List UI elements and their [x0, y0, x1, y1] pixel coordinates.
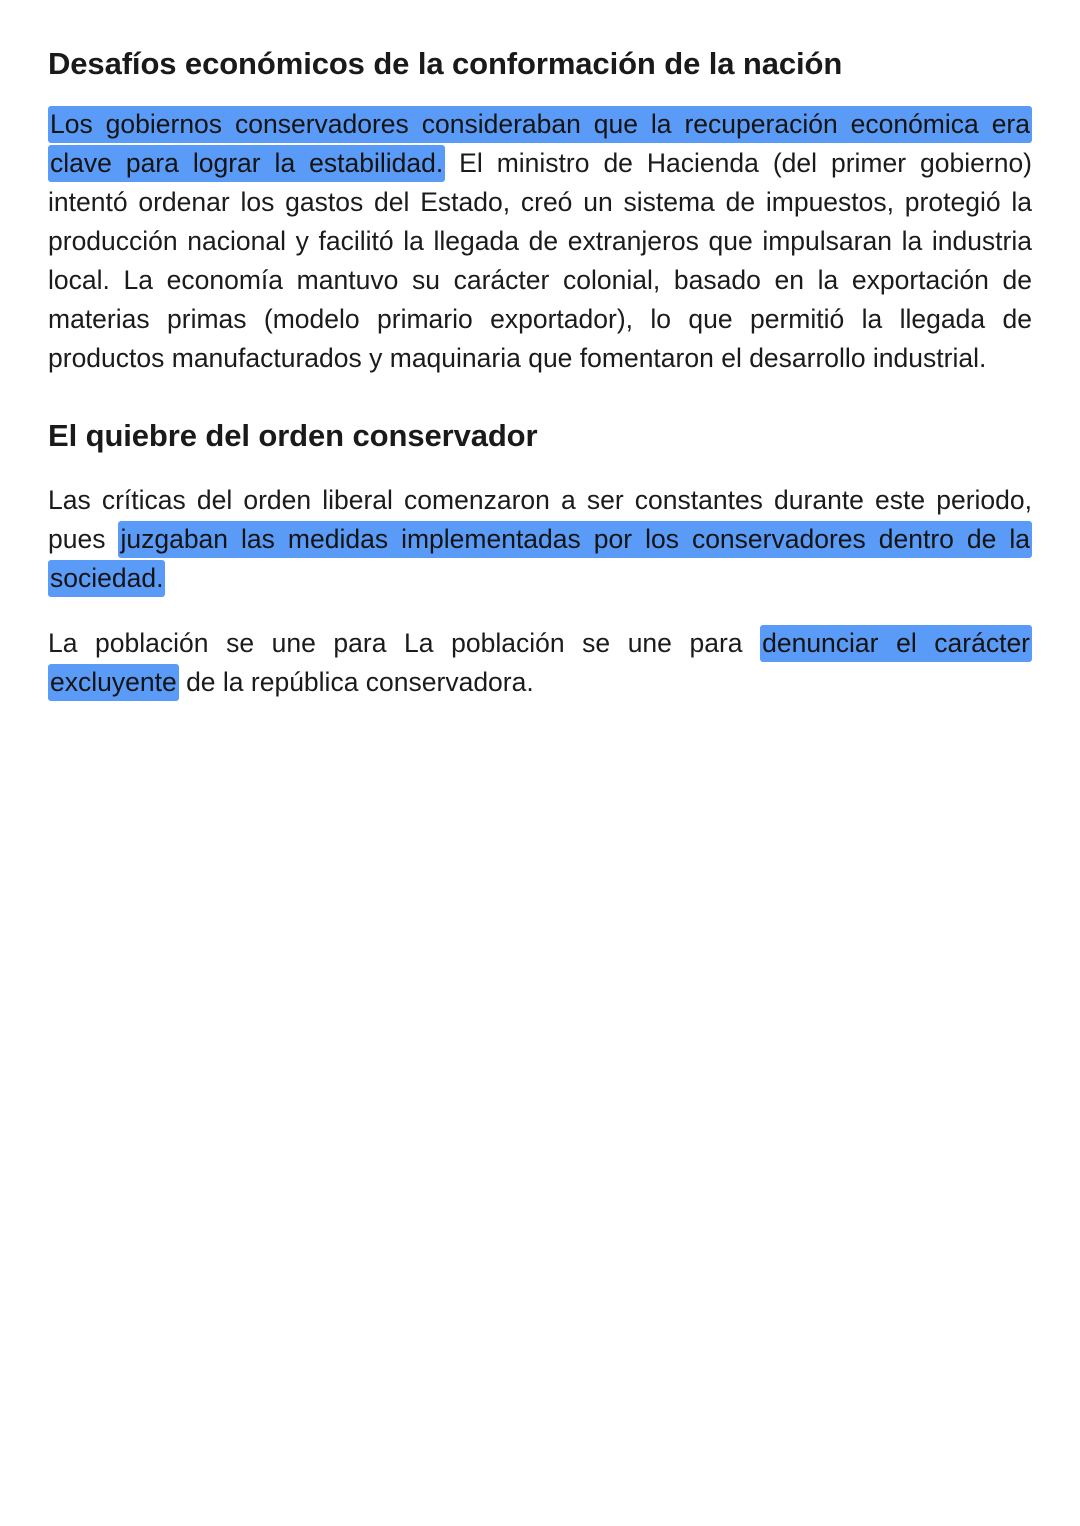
paragraph-text-liberal-criticism: Las críticas del orden liberal comenzaron a ser constantes durante este periodo, pues: [48, 485, 1032, 555]
highlight-exclusionary-character[interactable]: denunciar el carácter excluyente: [48, 625, 1032, 701]
paragraph-liberal-criticism[interactable]: [48, 481, 1032, 598]
paragraph-economic-overview[interactable]: [48, 105, 1032, 378]
paragraph-text-conservative-republic: de la república conservadora.: [178, 667, 534, 698]
paragraph-population-denounces[interactable]: [48, 624, 1032, 702]
highlight-judged-measures[interactable]: juzgaban las medidas implementadas por los conservadores dentro de la sociedad.: [48, 521, 1032, 597]
paragraph-text-population-unites: La población se une para La población se une para: [48, 628, 761, 659]
paragraph-text-finance-minister: El ministro de Hacienda (del primer gobierno) intentó ordenar los gastos del Estado, creó un sistema de impuestos, protegió la producción nacional y facilitó la llegada de extranjeros que impulsaran la industria local. La economía mantuvo su carácter colonial, basado en la exportación de materias primas (modelo primario exportador), lo que permitió la llegada de productos manufacturados y maquinaria que fomentaron el desarrollo industrial.: [48, 148, 1033, 374]
section-heading-conservative-order-breakdown: El quiebre del orden conservador: [48, 418, 538, 454]
section-heading-economic-challenges: Desafíos económicos de la conformación de la nación: [48, 46, 843, 81]
highlight-conservative-governments[interactable]: Los gobiernos conservadores consideraban que la recuperación económica era clave para lograr la estabilidad.: [48, 106, 1032, 182]
document-body: [48, 44, 1032, 1488]
page-blank-space: [48, 728, 1032, 1488]
